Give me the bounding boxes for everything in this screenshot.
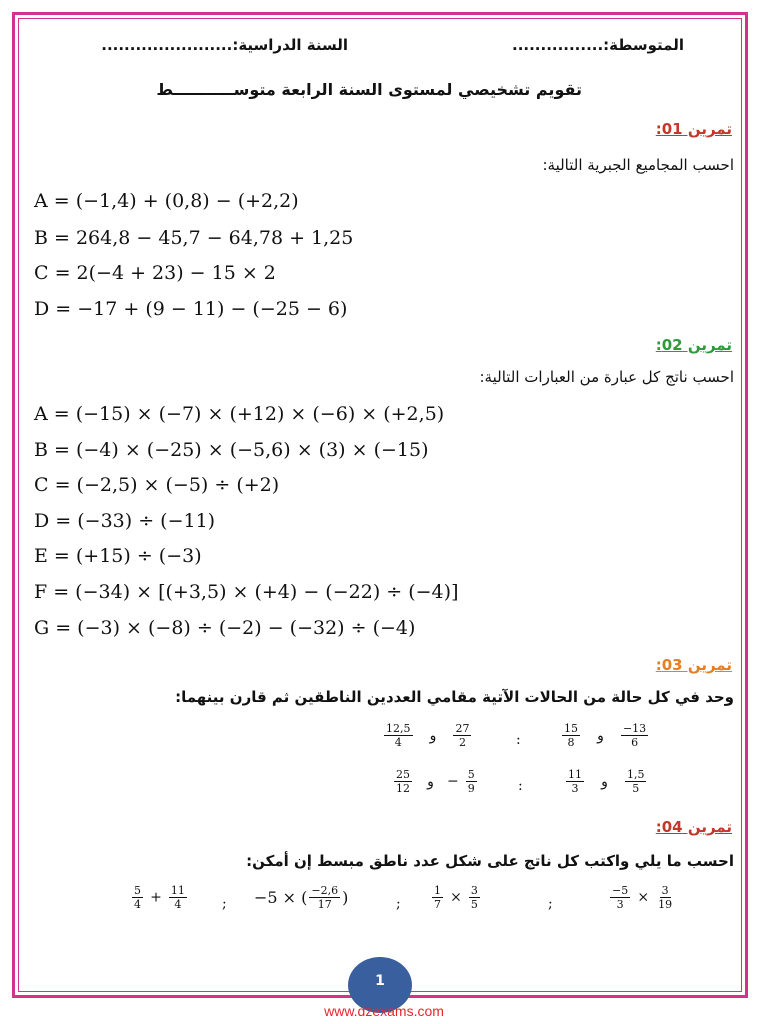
school-year-label: السنة الدراسية:.......................	[101, 36, 348, 54]
exercise-2-expr-g: G = (−3) × (−8) ÷ (−2) − (−32) ÷ (−4)	[34, 617, 416, 639]
exercise-1-expr-a: A = (−1,4) + (0,8) − (+2,2)	[34, 190, 299, 212]
exercise-2-title: تمرين 02:	[655, 336, 732, 354]
fraction: $\frac{11}{4}$	[170, 884, 185, 911]
ex3-row2-left-pair: $\frac{25}{12}$ و − $\frac{5}{9}$	[396, 768, 475, 795]
fraction: $\frac{25}{12}$	[396, 768, 410, 795]
ex3-row1-left-pair: $\frac{12,5}{4}$ و $\frac{27}{2}$	[386, 722, 470, 749]
ex3-row2-separator: :	[518, 778, 523, 794]
ex4-separator-2: ;	[396, 896, 401, 912]
page-title: تقويم تشخيصي لمستوى السنة الرابعة متوســـــــــــط	[156, 80, 582, 99]
ex4-item-3: $\frac{1}{7}$ × $\frac{3}{5}$	[434, 884, 478, 911]
fraction: $\frac{11}{3}$	[568, 768, 582, 795]
exercise-2-expr-d: D = (−33) ÷ (−11)	[34, 510, 216, 532]
ex4-separator-3: ;	[548, 896, 553, 912]
fraction: $\frac{-13}{6}$	[622, 722, 647, 749]
exercise-2-expr-f: F = (−34) × [(+3,5) × (+4) − (−22) ÷ (−4)]	[34, 581, 459, 603]
ex3-row1-right-pair: $\frac{15}{8}$ و $\frac{-13}{6}$	[564, 722, 647, 749]
exercise-2-expr-a: A = (−15) × (−7) × (+12) × (−6) × (+2,5)	[34, 403, 445, 425]
fraction: $\frac{1,5}{5}$	[626, 768, 645, 795]
exercise-2-expr-b: B = (−4) × (−25) × (−5,6) × (3) × (−15)	[34, 439, 429, 461]
page-number-badge: 1	[348, 957, 412, 1013]
fraction: $\frac{15}{8}$	[564, 722, 578, 749]
exercise-1-expr-b: B = 264,8 − 45,7 − 64,78 + 1,25	[34, 227, 354, 249]
exercise-3-title: تمرين 03:	[655, 656, 732, 674]
fraction: $\frac{-2,6}{17}$	[311, 884, 339, 911]
ex4-item-2: −5 × ( $\frac{-2,6}{17}$ )	[254, 884, 349, 911]
exercise-4-title: تمرين 04:	[655, 818, 732, 836]
exercise-1-title: تمرين 01:	[655, 120, 732, 138]
exercise-3-statement: وحد في كل حالة من الحالات الآتية مقامي العددين الناطقين ثم قارن بينهما:	[175, 688, 734, 706]
ex4-item-4: $\frac{-5}{3}$ × $\frac{3}{19}$	[612, 884, 673, 911]
fraction: $\frac{12,5}{4}$	[386, 722, 411, 749]
exercise-4-statement: احسب ما يلي واكتب كل ناتج على شكل عدد ناطق مبسط إن أمكن:	[246, 852, 734, 870]
fraction: $\frac{3}{5}$	[470, 884, 478, 911]
exercise-1-expr-c: C = 2(−4 + 23) − 15 × 2	[34, 262, 276, 284]
fraction: $\frac{5}{9}$	[467, 768, 475, 795]
fraction: $\frac{3}{19}$	[658, 884, 673, 911]
exercise-2-expr-c: C = (−2,5) × (−5) ÷ (+2)	[34, 474, 280, 496]
fraction: $\frac{27}{2}$	[455, 722, 470, 749]
footer-url-link[interactable]: www.dzexams.com	[324, 1003, 444, 1019]
ex4-separator-1: ;	[222, 896, 227, 912]
school-label: المتوسطة:................	[512, 36, 684, 54]
exercise-1-expr-d: D = −17 + (9 − 11) − (−25 − 6)	[34, 298, 348, 320]
fraction: $\frac{5}{4}$	[134, 884, 141, 911]
ex3-row1-separator: :	[516, 732, 521, 748]
fraction: $\frac{-5}{3}$	[612, 884, 629, 911]
ex4-item-1: $\frac{5}{4}$ + $\frac{11}{4}$	[134, 884, 185, 911]
exercise-2-statement: احسب ناتج كل عبارة من العبارات التالية:	[479, 368, 734, 386]
ex3-row2-right-pair: $\frac{11}{3}$ و $\frac{1,5}{5}$	[568, 768, 645, 795]
exercise-2-expr-e: E = (+15) ÷ (−3)	[34, 545, 202, 567]
fraction: $\frac{1}{7}$	[434, 884, 441, 911]
exercise-1-statement: احسب المجاميع الجبرية التالية:	[542, 156, 734, 174]
